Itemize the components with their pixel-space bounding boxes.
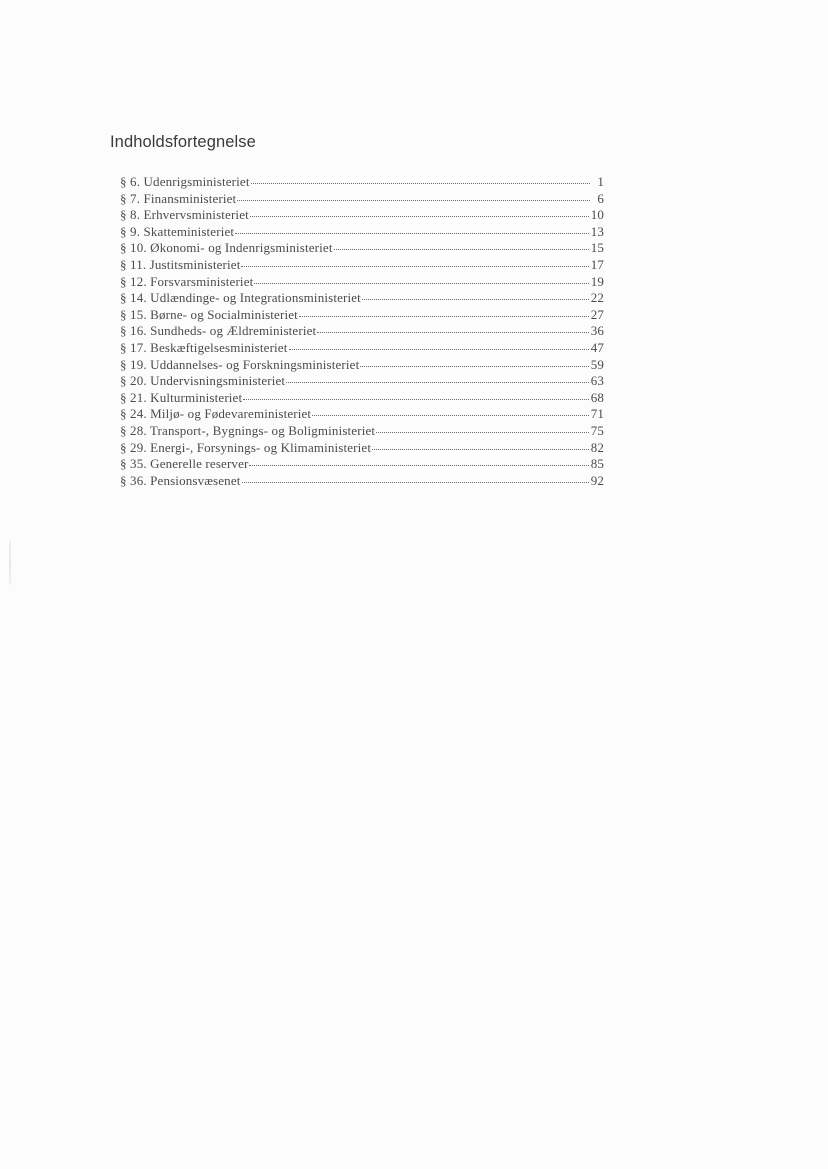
toc-page-number: 75 (590, 422, 604, 438)
toc-page-number: 85 (590, 456, 604, 472)
toc-page-number: 63 (590, 373, 604, 389)
toc-entry (120, 240, 604, 257)
toc-dot-leader (242, 482, 589, 483)
toc-entry (120, 274, 604, 291)
toc-section-title: § 36. Pensionsvæsenet (120, 472, 241, 488)
toc-dot-leader (235, 233, 589, 234)
toc-dot-leader (360, 366, 588, 367)
toc-page-number: 13 (590, 223, 604, 239)
toc-section-title: § 35. Generelle reserver (120, 456, 249, 472)
toc-entry (120, 440, 604, 457)
toc-section-title: § 10. Økonomi- og Indenrigsministeriet (120, 240, 333, 256)
toc-entry (120, 207, 604, 224)
toc-dot-leader (289, 349, 589, 350)
toc-page-number: 15 (590, 240, 604, 256)
toc-section-title: § 21. Kulturministeriet (120, 389, 243, 405)
toc-entry (120, 224, 604, 241)
toc-entry (120, 390, 604, 407)
page-title: Indholdsfortegnelse (110, 133, 256, 151)
toc-dot-leader (299, 316, 589, 317)
toc-dot-leader (250, 216, 589, 217)
toc-page-number: 6 (597, 190, 604, 206)
toc-dot-leader (243, 399, 588, 400)
toc-page-number: 71 (590, 406, 604, 422)
toc-page-number: 82 (590, 439, 604, 455)
toc-dot-leader (286, 382, 589, 383)
toc-entry (120, 340, 604, 357)
table-of-contents (120, 174, 604, 489)
toc-page-number: 68 (590, 389, 604, 405)
toc-page-number: 22 (590, 290, 604, 306)
toc-page-number: 19 (590, 273, 604, 289)
toc-section-title: § 12. Forsvarsministeriet (120, 273, 254, 289)
toc-section-title: § 17. Beskæftigelsesministeriet (120, 339, 288, 355)
toc-entry (120, 174, 604, 191)
toc-dot-leader (376, 432, 589, 433)
toc-dot-leader (334, 249, 589, 250)
toc-page-number: 10 (590, 207, 604, 223)
toc-page-number: 17 (590, 256, 604, 272)
toc-dot-leader (312, 415, 588, 416)
toc-page-number: 27 (590, 306, 604, 322)
toc-section-title: § 14. Udlændinge- og Integrationsministeriet (120, 290, 361, 306)
toc-section-title: § 9. Skatteministeriet (120, 223, 235, 239)
toc-entry (120, 257, 604, 274)
toc-dot-leader (372, 449, 589, 450)
toc-entry (120, 456, 604, 473)
toc-section-title: § 28. Transport-, Bygnings- og Boligministeriet (120, 422, 376, 438)
toc-dot-leader (251, 183, 590, 184)
toc-dot-leader (249, 465, 588, 466)
toc-section-title: § 19. Uddannelses- og Forskningsministeriet (120, 356, 360, 372)
toc-section-title: § 11. Justitsministeriet (120, 256, 241, 272)
toc-section-title: § 24. Miljø- og Fødevareministeriet (120, 406, 312, 422)
toc-page-number: 92 (590, 472, 604, 488)
toc-page-number: 36 (590, 323, 604, 339)
toc-entry (120, 357, 604, 374)
toc-dot-leader (254, 283, 588, 284)
toc-section-title: § 20. Undervisningsministeriet (120, 373, 286, 389)
toc-entry (120, 307, 604, 324)
toc-dot-leader (241, 266, 588, 267)
toc-dot-leader (317, 332, 588, 333)
scan-edge-mark (9, 540, 11, 585)
toc-section-title: § 7. Finansministeriet (120, 190, 237, 206)
toc-section-title: § 29. Energi-, Forsynings- og Klimaministeriet (120, 439, 372, 455)
toc-section-title: § 8. Erhvervsministeriet (120, 207, 249, 223)
toc-page-number: 59 (590, 356, 604, 372)
toc-dot-leader (237, 200, 590, 201)
toc-entry (120, 473, 604, 490)
toc-section-title: § 6. Udenrigsministeriet (120, 174, 250, 189)
toc-entry (120, 323, 604, 340)
toc-entry (120, 423, 604, 440)
toc-entry (120, 290, 604, 307)
toc-entry (120, 373, 604, 390)
toc-entry (120, 406, 604, 423)
toc-section-title: § 15. Børne- og Socialministeriet (120, 306, 298, 322)
toc-section-title: § 16. Sundheds- og Ældreministeriet (120, 323, 317, 339)
toc-dot-leader (362, 299, 589, 300)
toc-page-number: 1 (597, 174, 604, 189)
toc-page-number: 47 (590, 339, 604, 355)
toc-entry (120, 191, 604, 208)
